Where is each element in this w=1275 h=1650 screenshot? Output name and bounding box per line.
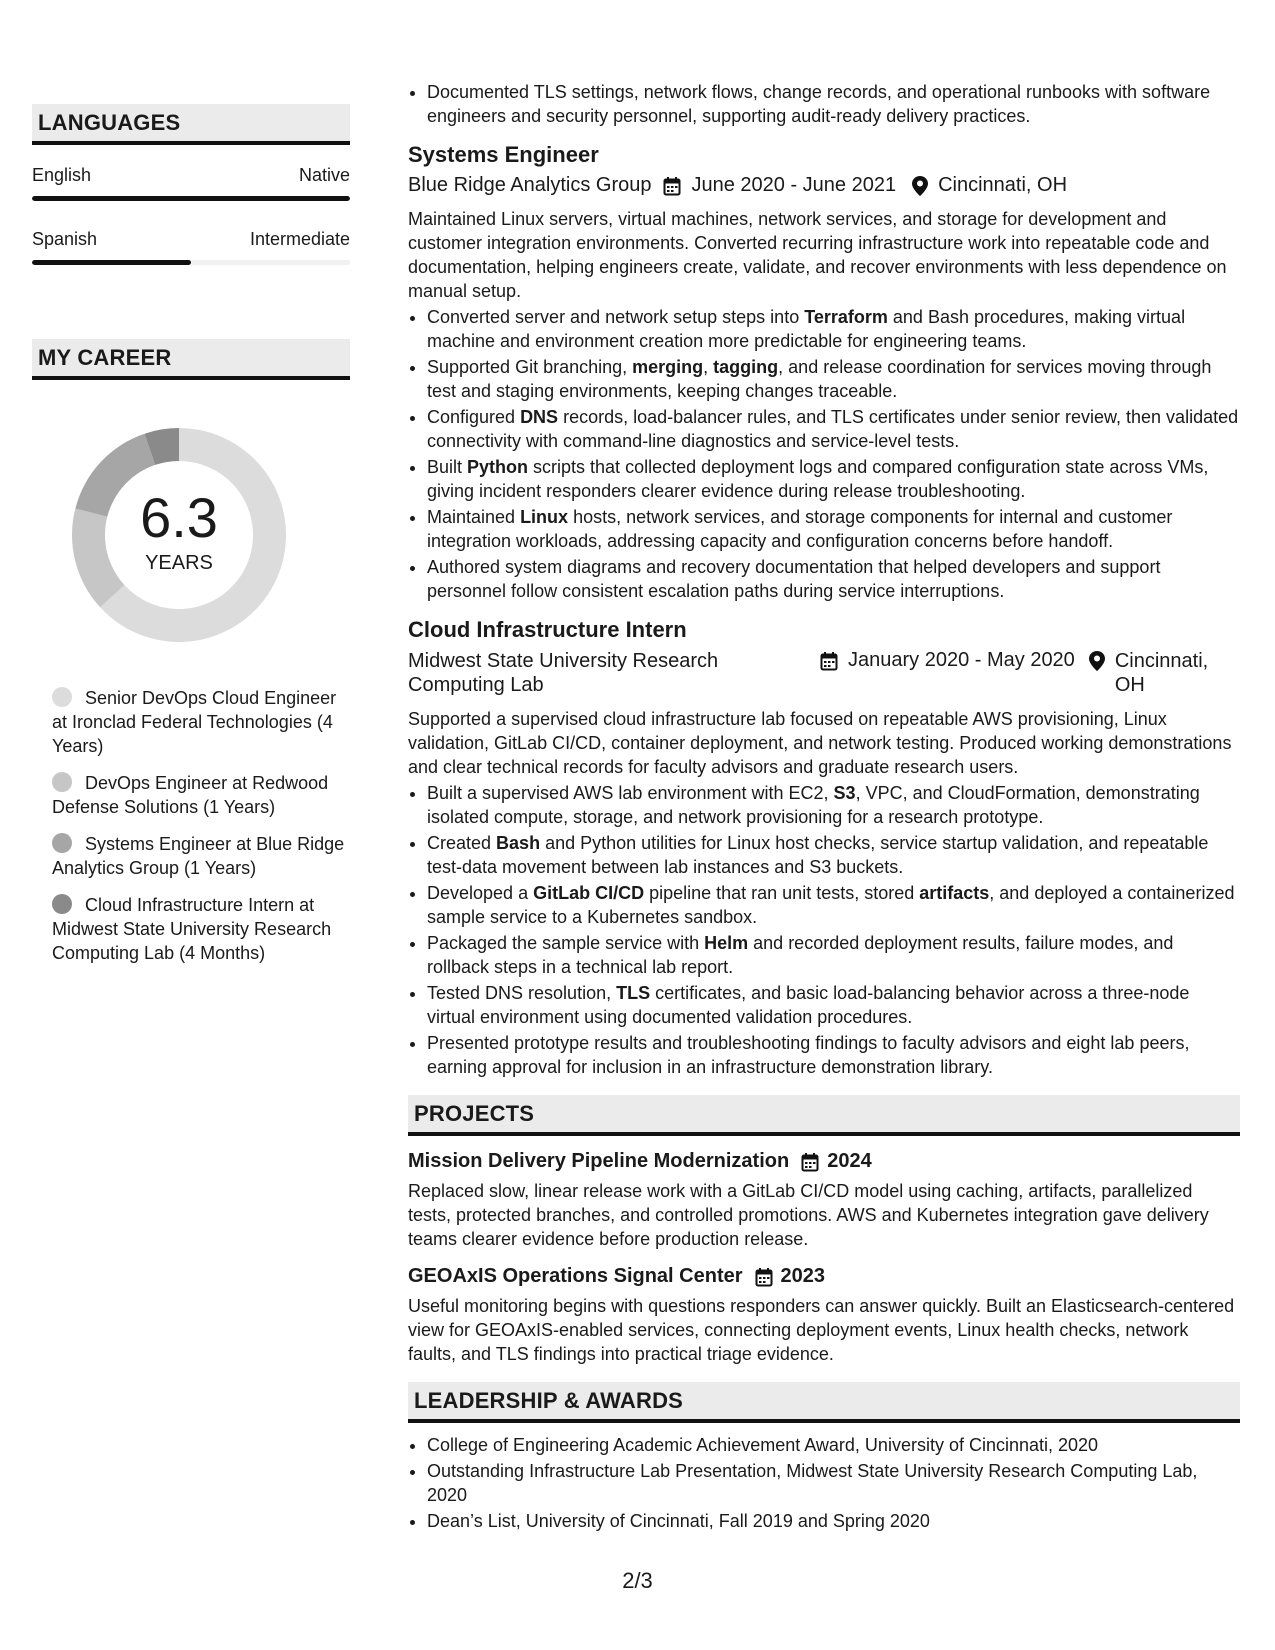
language-proficiency-bar [32, 260, 350, 265]
project-entry [408, 1265, 1240, 1366]
project-title: Mission Delivery Pipeline Modernization [408, 1150, 790, 1172]
job-location-text: Cincinnati, OH [1114, 650, 1209, 696]
language-name: Spanish [32, 229, 98, 249]
project-description: Replaced slow, linear release work with a GitLab CI/CD model using caching, artifacts, parallelized tests, protected branches, and controlled promotions. AWS and Kubernetes integration gave delivery teams clearer evidence before production release. [408, 1181, 1209, 1249]
bullet-item: • Documented TLS settings, network flows, change records, and operational runbooks with software engineers and security personnel, supporting audit-ready delivery practices. [427, 80, 1240, 128]
right-column [408, 80, 1240, 1535]
bullet-item: • Tested DNS resolution, TLS certificates, and basic load-balancing behavior across a three-node virtual environment using documented validation procedures. [427, 981, 1240, 1029]
project-description: Useful monitoring begins with questions responders can answer quickly. Built an Elasticsearch-centered view for GEOAxIS-enabled services, connecting deployment events, Linux health checks, network faults, and TLS findings into practical triage evidence. [408, 1296, 1235, 1364]
awards-heading: LEADERSHIP & AWARDS [408, 1382, 1240, 1423]
bullet-item: • Maintained Linux hosts, network services, and storage components for internal and customer integration workloads, addressing capacity and configuration concerns before handoff. [427, 505, 1240, 553]
career-donut-chart [64, 420, 294, 650]
language-level: Native [298, 165, 350, 185]
job-title: Systems Engineer [408, 142, 599, 167]
career-total-value: 6.3 [140, 485, 218, 549]
job-entry [408, 617, 1240, 1079]
language-proficiency-bar [32, 196, 350, 201]
left-column [32, 104, 350, 978]
job-dates [663, 174, 896, 197]
job-dates-text: January 2020 - May 2020 [848, 649, 1075, 671]
legend-item [52, 686, 350, 758]
job-summary: Supported a supervised cloud infrastructure lab focused on repeatable AWS provisioning, Linux validation, GitLab CI/CD, container deployment, and network testing. Produced working demonstrations and clear technical records for faculty advisors and graduate research users. [408, 709, 1232, 777]
language-name: English [32, 165, 92, 185]
project-year: 2024 [827, 1150, 872, 1172]
legend-label: DevOps Engineer at Redwood Defense Solutions (1 Years) [52, 773, 329, 817]
page-number: 2/3 [622, 1568, 653, 1593]
language-proficiency-fill [32, 260, 191, 265]
job-entry [408, 142, 1240, 603]
project-title: GEOAxIS Operations Signal Center [408, 1265, 743, 1287]
donut-center-label [64, 420, 294, 650]
bullet-item: • Packaged the sample service with Helm and recorded deployment results, failure modes, and rollback steps in a technical lab report. [427, 931, 1240, 979]
language-level: Intermediate [249, 229, 350, 249]
job-location-text: Cincinnati, OH [938, 174, 1068, 196]
calendar-icon [820, 651, 838, 671]
project-year: 2023 [780, 1265, 826, 1287]
language-entry [32, 165, 350, 201]
job-company: Midwest State University Research Computing Lab [408, 650, 719, 696]
job-company: Blue Ridge Analytics Group [408, 174, 652, 196]
calendar-icon [801, 1152, 819, 1172]
legend-swatch [52, 833, 72, 853]
career-heading: MY CAREER [32, 339, 350, 380]
job-location [1089, 649, 1235, 697]
job-summary: Maintained Linux servers, virtual machines, network services, and storage for development and customer integration environments. Converted recurring infrastructure work into repeatable code and documentation, helping engineers create, validate, and recover environments with less dependence on manual setup. [408, 209, 1227, 301]
legend-item [52, 771, 350, 819]
bullet-item: • Configured DNS records, load-balancer rules, and TLS certificates under senior review, then validated connectivity with command-line diagnostics and service-level tests. [427, 405, 1240, 453]
job-meta [408, 649, 1240, 697]
project-title-row [408, 1150, 1240, 1173]
award-item: • College of Engineering Academic Achievement Award, University of Cincinnati, 2020 [427, 1433, 1240, 1457]
legend-label: Systems Engineer at Blue Ridge Analytics Group (1 Years) [52, 834, 345, 878]
job-meta [408, 174, 1240, 197]
calendar-icon [755, 1267, 773, 1287]
bullet-item: • Developed a GitLab CI/CD pipeline that ran unit tests, stored artifacts, and deployed a containerized sample service to a Kubernetes sandbox. [427, 881, 1240, 929]
job-title: Cloud Infrastructure Intern [408, 617, 687, 642]
legend-swatch [52, 687, 72, 707]
legend-label: Cloud Infrastructure Intern at Midwest State University Research Computing Lab (4 Months) [52, 895, 332, 963]
project-title-row [408, 1265, 1240, 1288]
job-bullets [408, 781, 1240, 1079]
career-total-unit: YEARS [145, 551, 213, 574]
job-location [912, 174, 1067, 197]
job-dates-text: June 2020 - June 2021 [691, 174, 897, 196]
project-entry [408, 1150, 1240, 1251]
location-pin-icon [1089, 651, 1105, 671]
language-entry [32, 229, 350, 265]
bullet-item: • Built a supervised AWS lab environment with EC2, S3, VPC, and CloudFormation, demonstrating isolated compute, storage, and network provisioning for a research prototype. [427, 781, 1240, 829]
bullet-item: • Built Python scripts that collected deployment logs and compared configuration state across VMs, giving incident responders clearer evidence during release troubleshooting. [427, 455, 1240, 503]
languages-heading: LANGUAGES [32, 104, 350, 145]
legend-label: Senior DevOps Cloud Engineer at Ironclad Federal Technologies (4 Years) [52, 688, 337, 756]
legend-swatch [52, 894, 72, 914]
bullet-item: • Authored system diagrams and recovery documentation that helped developers and support personnel follow consistent escalation paths during service interruptions. [427, 555, 1240, 603]
job-dates [820, 649, 1075, 672]
carryover-bullet-list [408, 80, 1240, 128]
award-item: • Outstanding Infrastructure Lab Presentation, Midwest State University Research Computing Lab, 2020 [427, 1459, 1240, 1507]
bullet-item: • Converted server and network setup steps into Terraform and Bash procedures, making virtual machine and environment creation more predictable for engineering teams. [427, 305, 1240, 353]
language-proficiency-fill [32, 196, 350, 201]
career-legend [52, 686, 350, 965]
legend-swatch [52, 772, 72, 792]
bullet-item: • Presented prototype results and troubleshooting findings to faculty advisors and eight lab peers, earning approval for inclusion in an infrastructure demonstration library. [427, 1031, 1240, 1079]
awards-list [408, 1433, 1240, 1533]
bullet-item: • Supported Git branching, merging, tagging, and release coordination for services moving through test and staging environments, keeping changes traceable. [427, 355, 1240, 403]
legend-item [52, 832, 350, 880]
calendar-icon [663, 176, 681, 196]
bullet-item: • Created Bash and Python utilities for Linux host checks, service startup validation, and repeatable test-data movement between lab instances and S3 buckets. [427, 831, 1240, 879]
award-item: • Dean’s List, University of Cincinnati, Fall 2019 and Spring 2020 [427, 1509, 1240, 1533]
location-pin-icon [912, 176, 928, 196]
legend-item [52, 893, 350, 965]
job-bullets [408, 305, 1240, 603]
projects-heading: PROJECTS [408, 1095, 1240, 1136]
